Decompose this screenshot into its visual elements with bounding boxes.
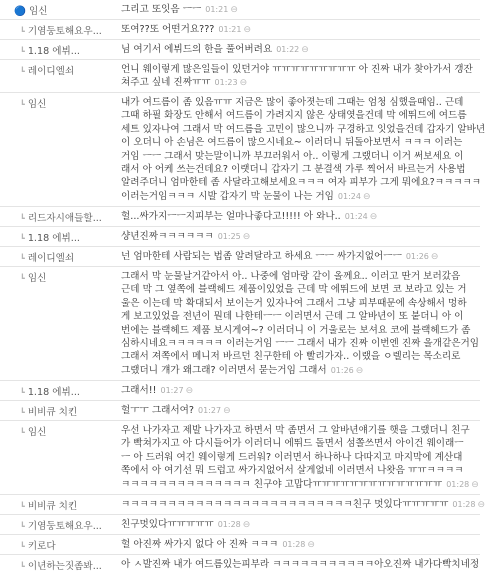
comment-row: [0, 535, 480, 555]
comment-body: [121, 404, 473, 417]
comment-body: [121, 43, 473, 56]
comment-text-line: 그래서 막 눈물날거같아서 아.. 나중에 엄마랑 같이 올께요.. 이러고 딴거 보러갔음: [121, 271, 461, 282]
commenter-name[interactable]: [20, 538, 112, 552]
comment-text-line: 그래서 져쪽에서 메니저 바르던 친구한테 아 빨리가자.. 이랬을 ㅇ렐리는 목소리로: [121, 351, 461, 363]
reply-indent-icon: ┗: [20, 47, 25, 56]
reply-indent-icon: ┗: [20, 408, 25, 417]
commenter-name[interactable]: [20, 230, 112, 244]
author-name: 기염둥토해요우...: [27, 521, 102, 532]
comment-text: 넌 엄마한테 사람되는 법좀 알려달라고 하세요 ㅡㅡ 싸가지없어ㅡㅡ: [121, 251, 402, 262]
commenter-name[interactable]: [20, 96, 112, 110]
comment-row: [0, 227, 480, 247]
comment-body: [121, 250, 473, 263]
comment-text-line: 언니 웨이렇게 많은일들이 있던거야 ㅠㅠㅠㅠㅠㅠㅠㅠㅠ 아 진짜 내가 찾아가서 갱잔: [121, 64, 473, 75]
comment-text: 이러는거임ㅋㅋㅋ 시발 갑자기 막 눈물이 나는 거임: [121, 190, 334, 202]
commenter-name[interactable]: [20, 518, 112, 532]
reply-icon[interactable]: ⊖: [243, 25, 251, 35]
comment-body: [121, 384, 473, 397]
comment-row: [0, 0, 480, 20]
comment-row: [0, 207, 480, 227]
author-name: 임신: [27, 427, 47, 438]
reply-icon[interactable]: ⊖: [355, 365, 364, 376]
comment-body: [121, 23, 473, 36]
comment-text: ㅋㅋㅋㅋㅋㅋㅋㅋㅋㅋㅋㅋㅋㅋ 친구야 고맙다ㅠㅠㅠㅠㅠㅠㅠㅠㅠㅠㅠㅠㅠㅠ: [121, 478, 443, 490]
comment-text-line: ㅡ 아 드러워 여긴 웨이렇게 드러워? 이러면서 하나하나 다따지고 마지막에 계산대: [121, 451, 463, 463]
author-name: 이년하는짓좀봐...: [27, 561, 102, 572]
reply-icon[interactable]: ⊖: [185, 386, 194, 396]
reply-icon[interactable]: ⊖: [307, 540, 315, 550]
comment-row: [0, 381, 480, 401]
comment-text-line: 이 오더니 아 손님은 여드름이 많으시네요~ 이러더니 뒤돌아보면서 ㅋㅋㅋ 이러는: [121, 137, 463, 149]
author-name: 임신: [27, 273, 47, 284]
comment-text-line: 게 보고있었을 전년이 뭔데 나한테ㅡㅡ 이러면서 근데 그 알바년이 또 붙더니 아 이: [121, 311, 464, 323]
comment-text: 또여??또 어떤거요???: [121, 24, 215, 35]
comment-time: 01:21: [218, 25, 242, 34]
comment-body: [121, 498, 485, 511]
author-name: 1.18 에뷔...: [27, 233, 80, 244]
comment-text: 친구멋있다ㅠㅠㅠㅠㅠ: [121, 519, 214, 530]
author-name: 1.18 에뷔...: [27, 46, 80, 57]
comment-text-line: 내가 여드름이 좀 있음ㅠㅠ 지금은 많이 좋아졋는데 그때는 엄청 심했을때임.. 근데: [121, 97, 464, 108]
comment-row: [0, 20, 480, 40]
comment-row: [0, 93, 485, 207]
comment-text: 헐 아진짜 싸가지 없다 아 진짜 ㅋㅋㅋ: [121, 539, 279, 550]
comment-row: [0, 247, 480, 267]
comment-time: 01:28: [217, 520, 241, 529]
author-name: 1.18 에뷔...: [27, 387, 80, 398]
commenter-name[interactable]: [20, 424, 112, 438]
comment-text-line: 가 빡쳐가지고 아 다시들어가 이러더니 에뛰드 돌면서 섬쫄쓰면서 아이건 웨이래ㅡ: [121, 438, 464, 450]
comment-text-line: 쪽에서 아 여기선 뭐 드럽고 싸가지없어서 살게없네 이러면서 나왓음 ㅠㅠㅋㅋㅋㅋ: [121, 465, 464, 477]
reply-icon[interactable]: ⊖: [223, 406, 231, 416]
comment-text: 헐...싸가지ㅡㅡ지피부는 얼마나좋다고!!!!! 아 와나..: [121, 211, 341, 222]
reply-indent-icon: ┗: [20, 388, 25, 397]
commenter-name[interactable]: [20, 270, 112, 284]
comment-text: 님 여기서 에뷔드의 한을 풀어버려요: [121, 44, 273, 55]
reply-icon[interactable]: ⊖: [301, 45, 309, 55]
comment-text-line: 그때 하필 화장도 안해서 여드름이 가려지지 않은 상태엿을건데 막 에뛰드에 여드름: [121, 110, 467, 122]
reply-indent-icon: ┗: [20, 234, 25, 243]
reply-icon[interactable]: ⊖: [477, 500, 485, 510]
comment-row: [0, 267, 480, 381]
commenter-name[interactable]: [20, 250, 112, 264]
commenter-name[interactable]: [20, 384, 112, 398]
commenter-name[interactable]: [20, 43, 112, 57]
comment-text-line: 거임 ㅡㅡ 그래서 맞는말이니까 부끄러워서 아.. 이렇게 그랬더니 이거 써보세요 이: [121, 150, 464, 162]
author-name: 비비큐 치킨: [27, 407, 78, 418]
comment-time: 01:26: [405, 252, 429, 261]
comment-body: [121, 210, 473, 223]
comment-time: 01:24: [344, 212, 368, 221]
comment-body: [121, 96, 485, 203]
comment-text-line: 래서 아 어케 쓰는건데요? 이랫더니 갑자기 그 분결색 가루 찍어서 바르는거 사용법: [121, 163, 466, 175]
comment-body: [121, 538, 473, 551]
comment-body: [121, 270, 480, 377]
author-name: 기염둥토해요우...: [27, 26, 102, 37]
reply-indent-icon: ┗: [20, 67, 25, 76]
author-name: 레이디엘쇠: [27, 253, 75, 264]
commenter-name[interactable]: [20, 498, 112, 512]
reply-indent-icon: ┗: [20, 428, 25, 437]
commenter-name[interactable]: [20, 63, 112, 77]
comment-text-line: 울은 이는데 막 확대되서 보이는거 있자나여 그래서 그냥 피부때문에 속상해서 멍하: [121, 297, 467, 309]
comment-time: 01:28: [282, 540, 306, 549]
comment-time: 01:22: [276, 45, 300, 54]
commenter-name[interactable]: [20, 210, 112, 224]
reply-icon[interactable]: ⊖: [362, 191, 371, 202]
comment-time: 01:27: [160, 386, 184, 395]
comment-row: [0, 60, 480, 93]
reply-indent-icon: ┗: [20, 562, 25, 571]
comment-text: 아 ㅅ발진짜 내가 여드름있는피부라 ㅋㅋㅋㅋㅋㅋㅋㅋㅋㅋㅋ아오진짜 내가다빡치네정: [121, 559, 480, 570]
reply-indent-icon: ┗: [20, 100, 25, 109]
comment-text-line: 우선 나가자고 제발 나가자고 하면서 막 좀면서 그 알바년얘기를 햇을 그랬더니 친구: [121, 425, 470, 436]
comment-body: [121, 558, 480, 571]
reply-indent-icon: ┗: [20, 522, 25, 531]
comment-row: [0, 555, 480, 574]
comment-body: [121, 3, 473, 16]
commenter-name[interactable]: [20, 23, 112, 37]
author-name: 리드자시애들할...: [27, 213, 102, 224]
author-name: 임신: [27, 99, 47, 110]
author-name: 비비큐 치킨: [27, 501, 78, 512]
author-name: 레이디엘쇠: [27, 66, 75, 77]
comment-text: 그리고 또잇음 ㅡㅡ: [121, 4, 202, 15]
comment-text-line: 심하시네요ㅋㅋㅋㅋㅋㅋ 이러는거임 ㅡㅡ 그래서 내가 진짜 이번엔 진짜 올개같은거임: [121, 337, 480, 349]
reply-indent-icon: ┗: [20, 542, 25, 551]
comment-body: [121, 518, 473, 531]
commenter-name[interactable]: [20, 404, 112, 418]
comment-row: [0, 495, 485, 515]
comment-body: [121, 230, 473, 243]
reply-indent-icon: ┗: [20, 274, 25, 283]
comment-text-line: 근데 막 그 옆쪽에 블랙헤드 제품이있었을 근데 막 에뛰드에 보면 코 보라고 있는 거: [121, 284, 467, 296]
reply-icon[interactable]: ⊖: [369, 212, 378, 222]
comment-text: ㅋㅋㅋㅋㅋㅋㅋㅋㅋㅋㅋㅋㅋㅋㅋㅋㅋㅋㅋㅋㅋㅋㅋㅋㅋ친구 멋있다ㅠㅠㅠㅠㅠ: [121, 499, 449, 510]
reply-icon[interactable]: ⊖: [239, 78, 248, 89]
comment-body: [121, 424, 479, 491]
reply-icon[interactable]: ⊖: [242, 232, 251, 242]
reply-icon[interactable]: ⊖: [230, 5, 238, 15]
comment-text-line: 알려주더니 엄마한테 좀 사달라고해보세요ㅋㅋㅋ 여자 피부가 그게 뭐에요?ㅋㅋㅋㅋㅋ: [121, 177, 482, 189]
reply-indent-icon: ┗: [20, 27, 25, 36]
reply-indent-icon: ┗: [20, 214, 25, 223]
comment-row: [0, 421, 480, 495]
commenter-name[interactable]: [14, 3, 106, 17]
comment-time: 01:21: [205, 5, 229, 14]
comment-time: 01:25: [217, 232, 241, 241]
commenter-name[interactable]: [20, 558, 112, 572]
comment-time: 01:26: [330, 365, 354, 375]
comment-text-line: 세트 있자나여 그래서 막 여드름을 고민이 많으니까 구경하고 잇었을건데 갑자기 알바년: [121, 123, 485, 135]
author-bullet-icon: 🔵: [14, 6, 29, 17]
comment-time: 01:23: [214, 78, 238, 88]
comment-text: 쳐주고 싶네 진짜ㅠㅠ: [121, 77, 211, 89]
author-name: 키로다: [27, 541, 56, 552]
comment-time: 01:24: [337, 191, 361, 201]
comment-body: [121, 63, 473, 90]
reply-icon[interactable]: ⊖: [430, 252, 439, 262]
reply-indent-icon: ┗: [20, 502, 25, 511]
comment-time: 01:28: [446, 479, 470, 489]
comment-text: 그래서!!: [121, 385, 157, 396]
author-name: 임신: [29, 6, 48, 17]
reply-icon[interactable]: ⊖: [471, 479, 479, 490]
reply-indent-icon: ┗: [20, 254, 25, 263]
comment-row: [0, 515, 480, 535]
reply-icon[interactable]: ⊖: [242, 520, 251, 530]
comment-text-line: 번에는 블랙헤드 제품 보시게여~? 이러더니 이 거울로는 보셔요 코에 블랙헤드가 좀: [121, 324, 471, 336]
comment-time: 01:28: [452, 500, 476, 509]
comment-text: 샹년진짜ㅋㅋㅋㅋㅋㅋ: [121, 231, 214, 242]
comment-time: 01:27: [198, 406, 222, 415]
comment-text: 그랬더니 걔가 왜그래? 이러면서 묻는거임 그래서: [121, 364, 327, 376]
comment-text: 헐ㅜㅜ 그래서여?: [121, 405, 195, 416]
comment-row: [0, 401, 480, 421]
comment-row: [0, 40, 480, 60]
